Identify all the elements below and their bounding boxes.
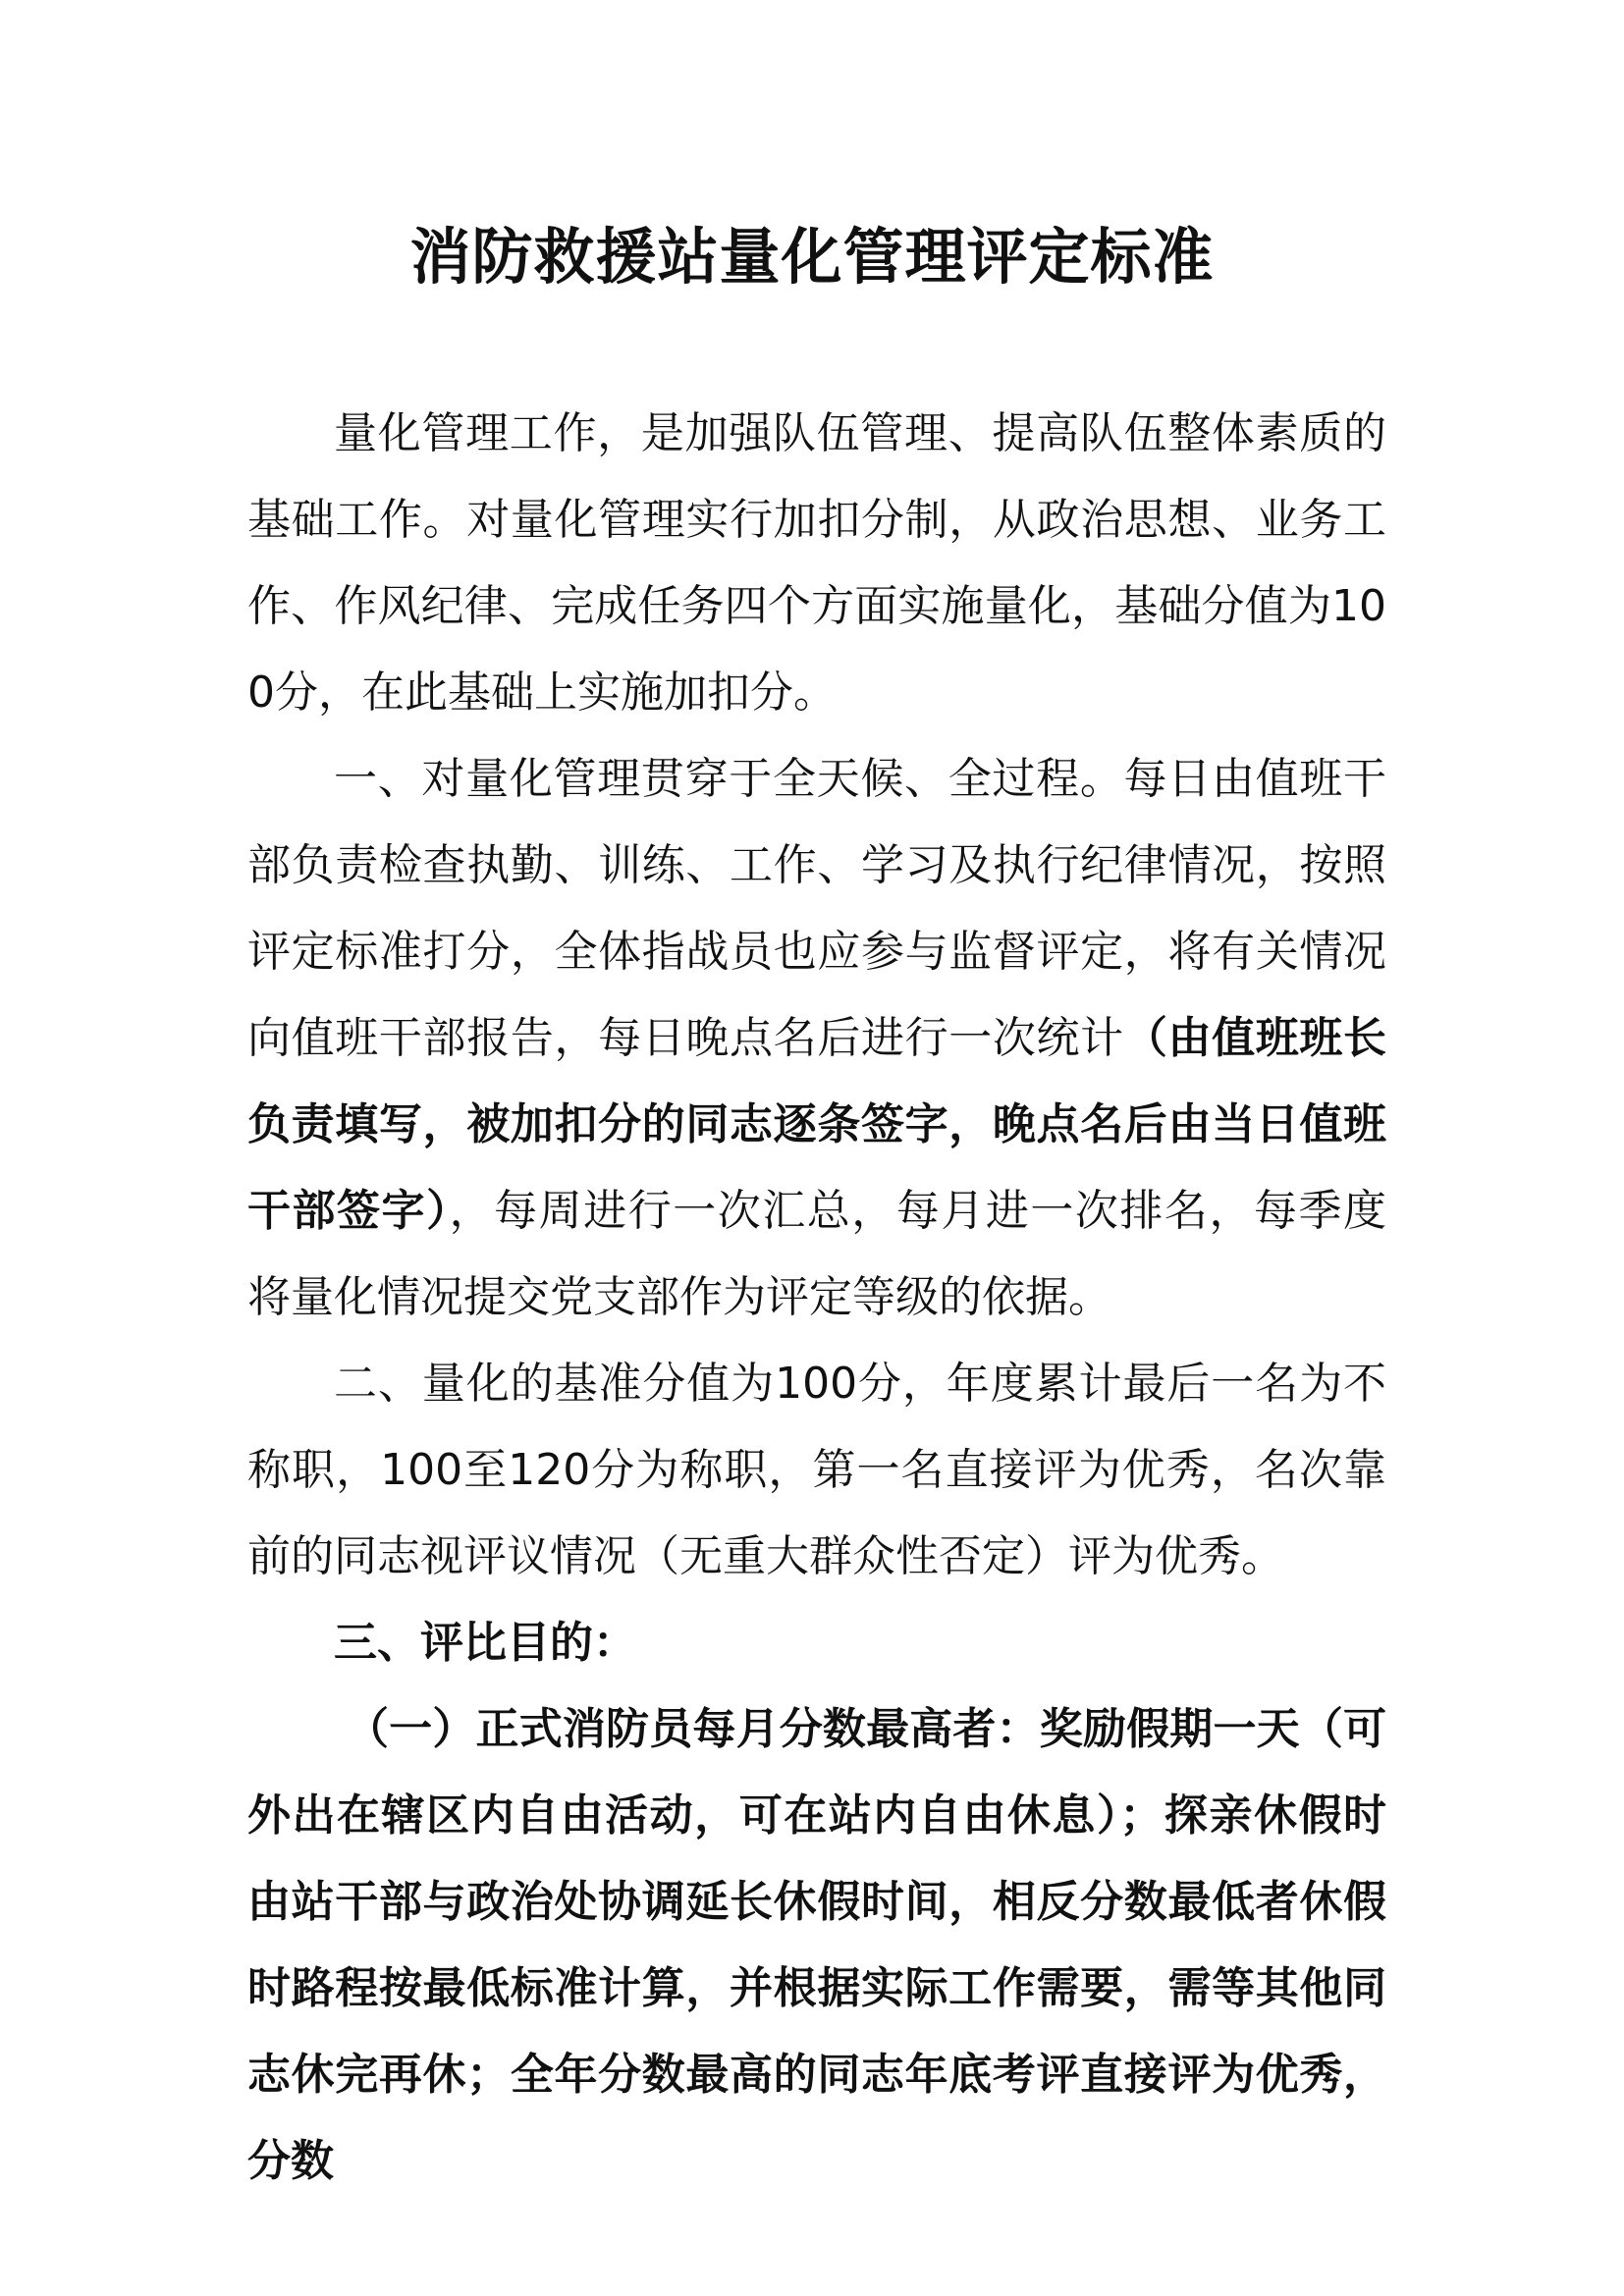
section-2-paragraph: 二、量化的基准分值为100分，年度累计最后一名为不称职，100至120分为称职，第一名直接评为优秀，名次靠前的同志视评议情况（无重大群众性否定）评为优秀。 (247, 1359, 1386, 1581)
section-1-paragraph (247, 736, 1386, 1341)
section-1-bold-note: （由值班班长负责填写，被加扣分的同志逐条签字，晚点名后由当日值班干部签字） (247, 1013, 1387, 1236)
intro-paragraph: 量化管理工作，是加强队伍管理、提高队伍整体素质的基础工作。对量化管理实行加扣分制，从政治思想、业务工作、作风纪律、完成任务四个方面实施量化，基础分值为100分，在此基础上实施加扣分。 (247, 408, 1386, 718)
section-3-heading: 三、评比目的： (334, 1618, 636, 1668)
section-1-text-start: 一、对量化管理贯穿于全天候、全过程。每日由值班干部负责检查执勤、训练、工作、学习及执行纪律情况，按照评定标准打分，全体指战员也应参与监督评定，将有关情况向值班干部报告，每日晚点名后进行一次统计 (247, 754, 1386, 1063)
document-body (247, 391, 1386, 2205)
section-3-item-1: （一）正式消防员每月分数最高者：奖励假期一天（可外出在辖区内自由活动，可在站内自由休息）；探亲休假时由站干部与政治处协调延长休假时间，相反分数最低者休假时路程按最低标准计算，并根据实际工作需要，需等其他同志休完再休；全年分数最高的同志年底考评直接评为优秀，分数 (247, 1704, 1386, 2186)
document-title: 消防救援站量化管理评定标准 (409, 221, 1215, 293)
section-1-text-end: ，每周进行一次汇总，每月进一次排名，每季度将量化情况提交党支部作为评定等级的依据。 (247, 1186, 1387, 1322)
